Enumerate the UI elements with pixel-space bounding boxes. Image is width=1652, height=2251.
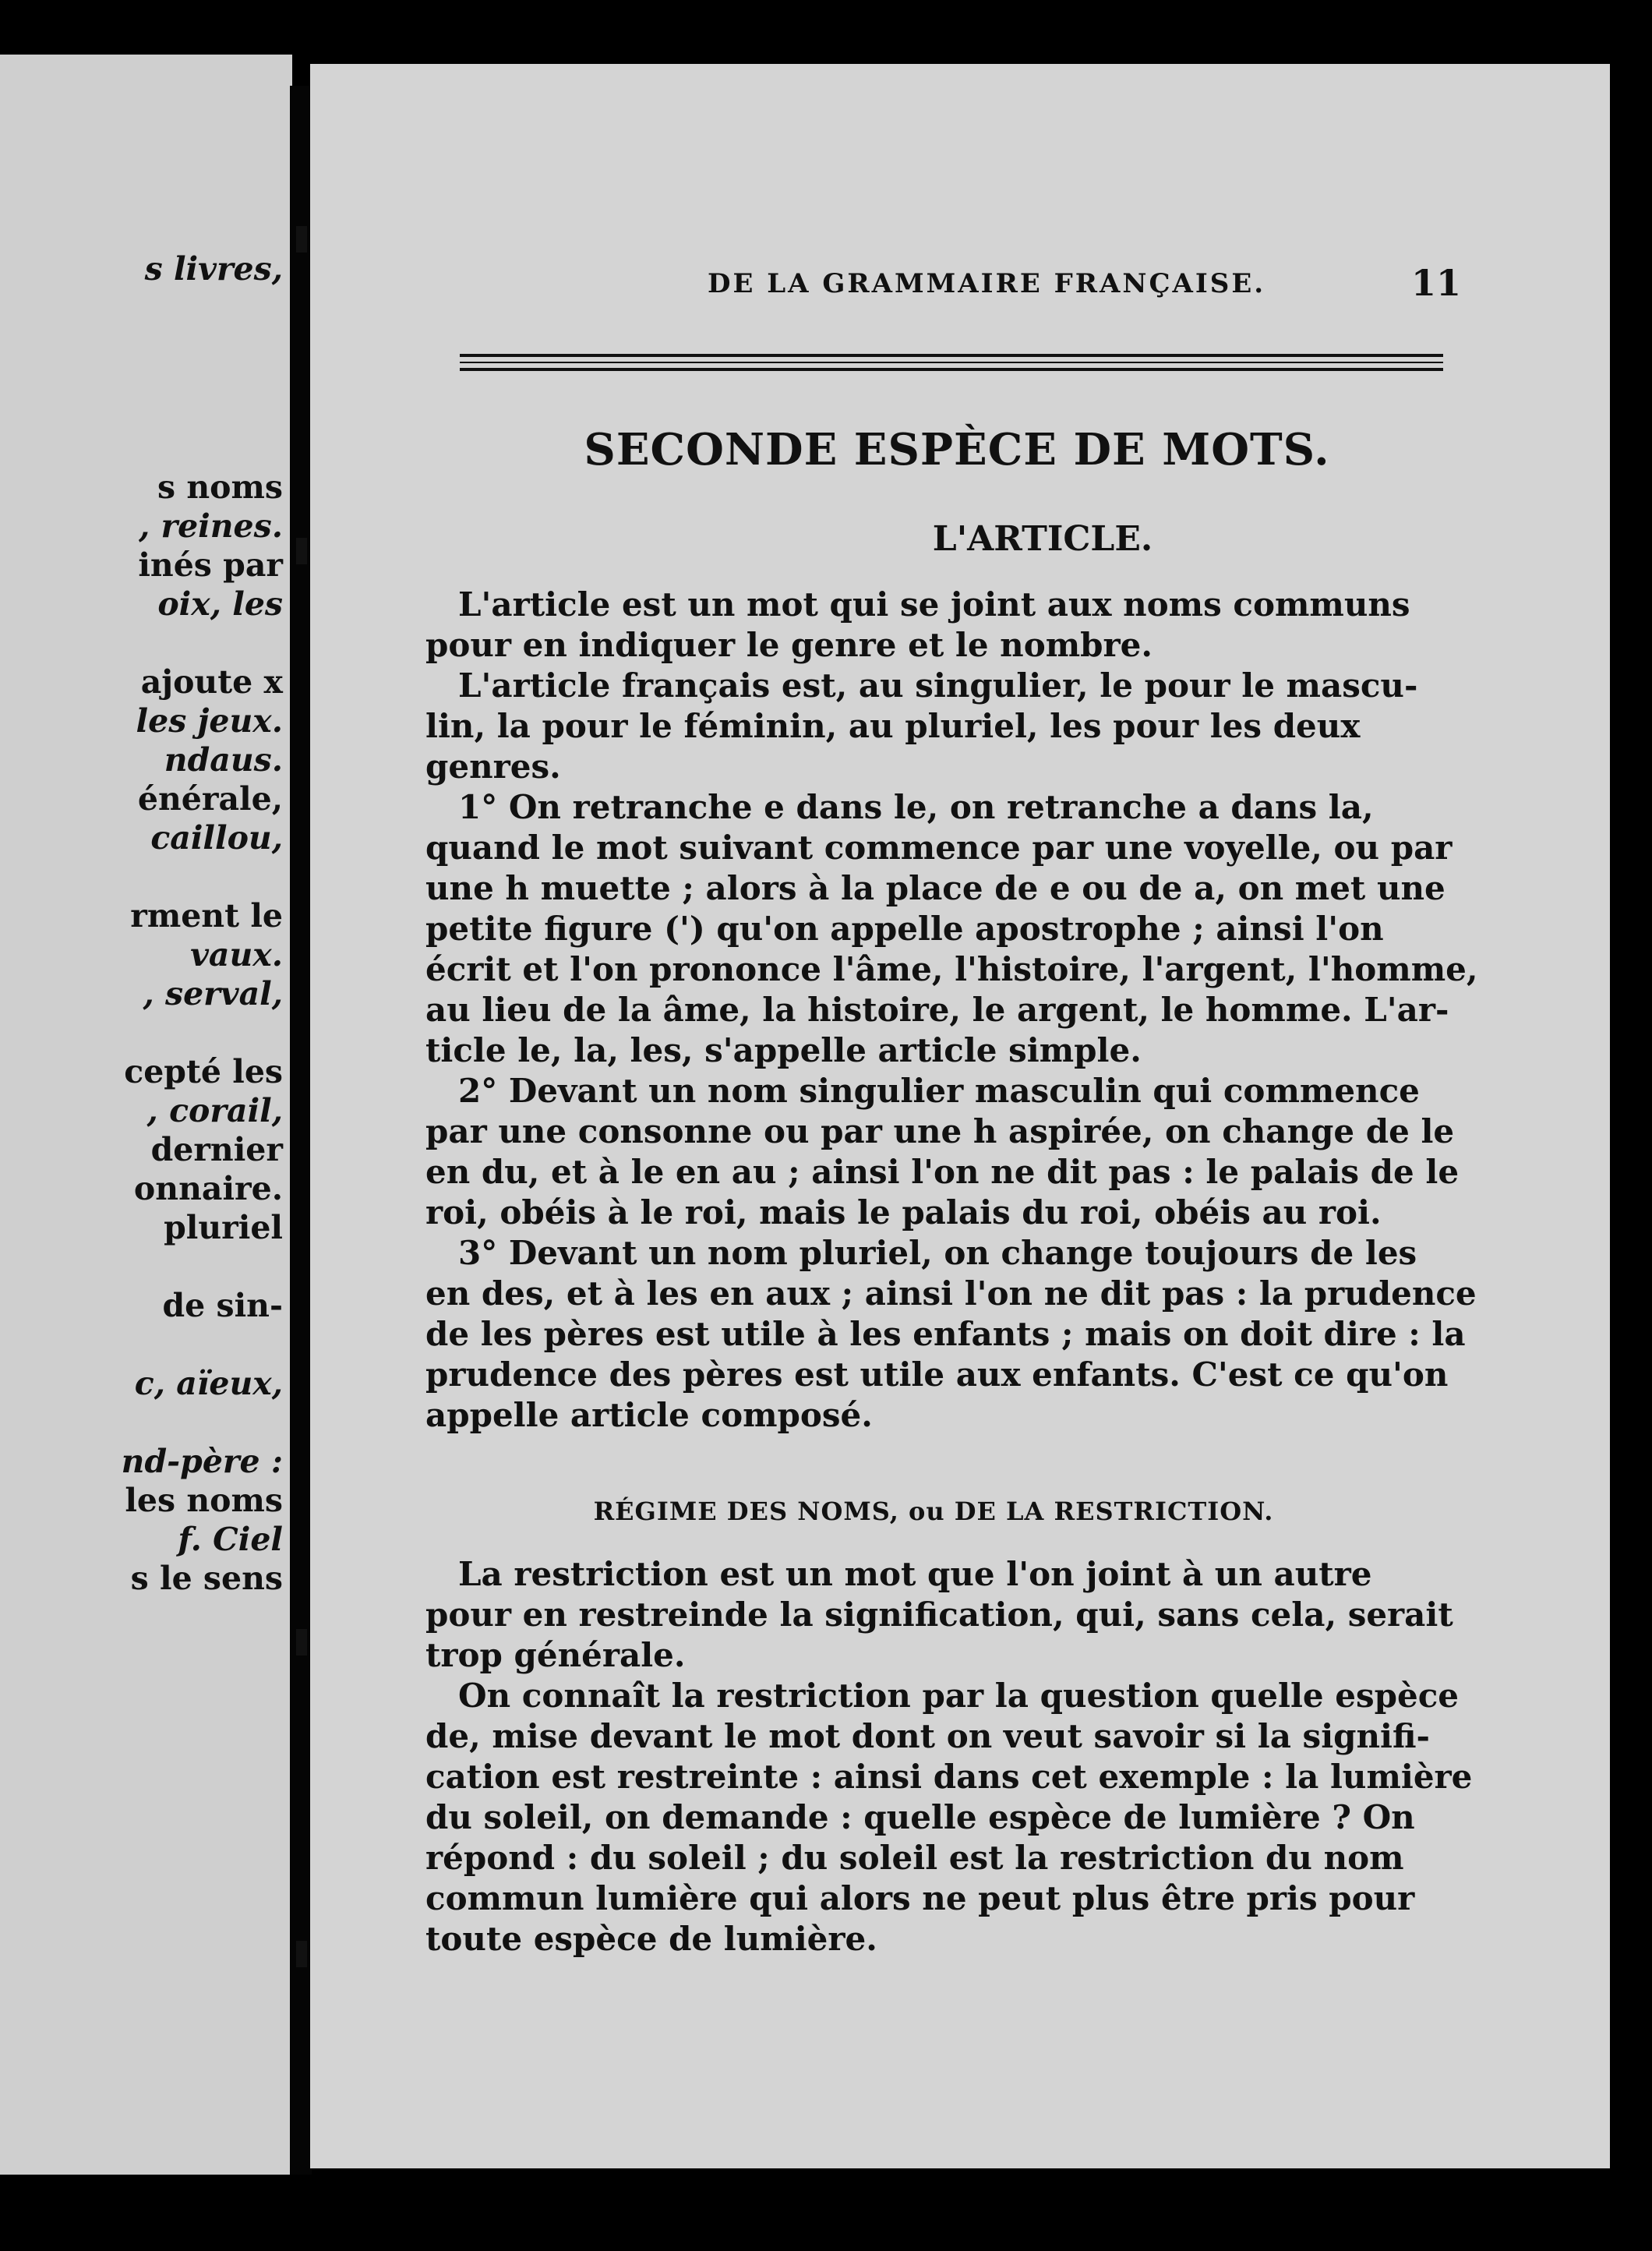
running-head: DE LA GRAMMAIRE FRANÇAISE. (708, 268, 1266, 299)
left-page-line: caillou, (150, 819, 283, 857)
text-line: 3° Devant un nom pluriel, on change toujours de les (458, 1234, 1417, 1272)
text-line: écrit et l'on prononce l'âme, l'histoire, l'argent, l'homme, (425, 950, 1478, 988)
header-rule (460, 368, 1443, 371)
left-page-line: s livres, (144, 250, 283, 288)
text-line: au lieu de la âme, la histoire, le argent, le homme. L'ar- (425, 991, 1449, 1029)
left-page-line: , reines. (138, 507, 283, 545)
left-page-line: ajoute x (140, 663, 283, 701)
scan-edge (1610, 0, 1652, 2251)
binding-stitch (296, 1941, 307, 1967)
left-page-line: f. Ciel (178, 1521, 283, 1558)
left-page-line: s noms (157, 468, 283, 506)
left-page-line: dernier (150, 1131, 283, 1168)
text-line: 2° Devant un nom singulier masculin qui commence (458, 1072, 1420, 1110)
header-rule (460, 362, 1443, 363)
text-line: du soleil, on demande : quelle espèce de lumière ? On (425, 1798, 1415, 1836)
text-line: petite figure (') qu'on appelle apostrophe ; ainsi l'on (425, 910, 1384, 948)
paragraph (425, 585, 1438, 666)
text-line: L'article est un mot qui se joint aux noms communs (458, 585, 1410, 624)
text-line: genres. (425, 747, 561, 786)
text-line: répond : du soleil ; du soleil est la restriction du nom (425, 1839, 1404, 1877)
left-page-line: onnaire. (133, 1170, 283, 1207)
page-number: 11 (1411, 262, 1462, 304)
binding-stitch (296, 226, 307, 253)
right-page (310, 64, 1610, 2168)
left-page-line: inés par (138, 546, 283, 584)
text-line: L'article français est, au singulier, le pour le mascu- (458, 666, 1418, 705)
text-line: On connaît la restriction par la question quelle espèce (458, 1677, 1460, 1715)
text-line: en du, et à le en au ; ainsi l'on ne dit pas : le palais de le (425, 1153, 1460, 1191)
text-line: quand le mot suivant commence par une voyelle, ou par (425, 829, 1453, 867)
left-page-line: ndaus. (164, 741, 283, 779)
left-page-line: s le sens (130, 1560, 283, 1597)
text-line: lin, la pour le féminin, au pluriel, les pour les deux (425, 707, 1361, 745)
paragraph (425, 787, 1478, 1071)
left-page-line: vaux. (190, 936, 283, 974)
chapter-title: SECONDE ESPÈCE DE MOTS. (584, 424, 1330, 475)
text-line: de, mise devant le mot dont on veut savoir si la signifi- (425, 1717, 1430, 1755)
text-line: toute espèce de lumière. (425, 1920, 877, 1958)
left-page-line: nd-père : (121, 1443, 283, 1480)
text-line: prudence des pères est utile aux enfants. C'est ce qu'on (425, 1355, 1449, 1394)
book-spine (290, 86, 312, 2175)
left-page-line: de sin- (162, 1287, 283, 1324)
text-line: pour en indiquer le genre et le nombre. (425, 626, 1153, 664)
text-line: une h muette ; alors à la place de e ou de a, on met une (425, 869, 1446, 907)
text-line: roi, obéis à le roi, mais le palais du roi, obéis au roi. (425, 1193, 1382, 1232)
text-line: appelle article composé. (425, 1396, 873, 1434)
text-line: cation est restreinte : ainsi dans cet exemple : la lumière (425, 1758, 1473, 1796)
text-line: 1° On retranche e dans le, on retranche a dans la, (458, 788, 1374, 826)
text-line: de les pères est utile à les enfants ; mais on doit dire : la (425, 1315, 1466, 1353)
paragraph (425, 1233, 1477, 1436)
left-page-line: les noms (125, 1482, 283, 1519)
text-line: par une consonne ou par une h aspirée, on change de le (425, 1112, 1455, 1150)
text-line: La restriction est un mot que l'on joint à un autre (458, 1555, 1372, 1593)
binding-stitch (296, 538, 307, 564)
left-page-line: , corail, (146, 1092, 283, 1129)
left-page-line: oix, les (157, 585, 283, 623)
header-rule (460, 354, 1443, 357)
left-page-line: les jeux. (136, 702, 283, 740)
left-page (0, 55, 292, 2175)
text-line: en des, et à les en aux ; ainsi l'on ne dit pas : la prudence (425, 1274, 1477, 1313)
paragraph (425, 1676, 1473, 1959)
text-line: trop générale. (425, 1636, 686, 1674)
left-page-line: c, aïeux, (134, 1365, 283, 1402)
paragraph (425, 1071, 1460, 1233)
section-2-heading: RÉGIME DES NOMS, ou DE LA RESTRICTION. (593, 1497, 1274, 1526)
text-line: pour en restreinde la signification, qui, sans cela, serait (425, 1595, 1453, 1634)
paragraph (425, 666, 1438, 787)
left-page-line: , serval, (143, 975, 283, 1012)
binding-stitch (296, 1629, 307, 1656)
left-page-line: rment le (130, 897, 283, 935)
text-line: commun lumière qui alors ne peut plus être pris pour (425, 1879, 1415, 1917)
left-page-line: pluriel (164, 1209, 283, 1246)
left-page-line: énérale, (137, 780, 283, 818)
chapter-subtitle: L'ARTICLE. (932, 519, 1153, 559)
paragraph (425, 1554, 1453, 1676)
text-line: ticle le, la, les, s'appelle article simple. (425, 1031, 1142, 1069)
left-page-line: cepté les (124, 1053, 283, 1090)
